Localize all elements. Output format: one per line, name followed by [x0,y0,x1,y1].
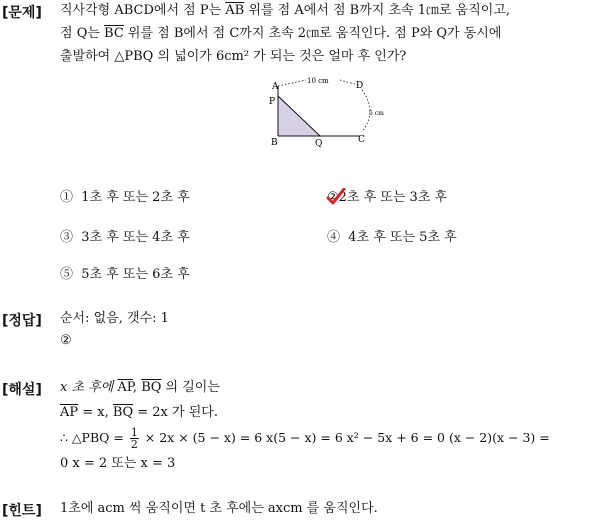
segment-ap: $\overline{AP}$ [60,405,79,420]
choice-2[interactable] [327,186,447,205]
label-q: Q [315,139,323,149]
text: = x, [78,405,113,420]
problem-tag: [문제] [2,5,42,21]
choice-5[interactable] [60,263,190,282]
brace-left [278,80,306,86]
choice-mark: ⑤ [60,267,74,282]
choice-label: 5초 후 또는 6초 후 [81,267,190,282]
text: × 2x × (5 − x) = 6 x(5 − x) = 6 x² − 5x + 6 = 0 (x − 2)(x − 3) = [140,430,550,445]
text: x 초 후에 [60,380,118,395]
choice-label: 2초 후 또는 3초 후 [338,190,448,205]
answer-line-1: 순서: 없음, 갯수: 1 [60,311,169,326]
fraction-numerator: 1 [130,426,138,439]
explanation-line-3 [60,427,550,450]
rectangle-figure [262,74,392,152]
text: , [132,380,142,395]
hint-line: 1초에 acm 씩 움직이면 t 초 후에는 axcm 를 움직인다. [60,501,378,516]
hint-tag: [힌트] [2,503,42,519]
segment-bq: $\overline{BQ}$ [112,405,134,420]
label-d: D [356,81,364,91]
choice-3[interactable] [60,226,190,245]
segment-ab: $\overline{AB}$ [225,3,245,18]
text: 위를 점 A에서 점 B까지 초속 1㎝로 움직이고, [244,3,511,18]
label-b: B [271,138,278,148]
label-c: C [358,135,365,145]
text: = 2x 가 된다. [133,405,218,420]
label-p: P [269,97,276,107]
label-a: A [272,82,279,92]
answer-tag: [정답] [2,313,42,329]
text: 직사각형 ABCD에서 점 P는 [60,3,226,18]
explanation-line-2 [60,404,218,422]
problem-line-2 [60,25,501,43]
text: 점 Q는 [60,26,105,41]
label-top-len: 10 cm [307,77,329,85]
choice-1[interactable] [60,186,190,205]
choice-label: 4초 후 또는 5초 후 [348,230,457,245]
explanation-line-1 [60,379,220,397]
segment-ap: $\overline{AP}$ [117,380,133,395]
answer-line-2: ② [60,333,72,348]
choice-label: 3초 후 또는 4초 후 [81,230,190,245]
text: 위를 점 B에서 점 C까지 초속 2㎝로 움직인다. 점 P와 Q가 동시에 [123,26,502,41]
checkmark-icon [326,188,346,206]
problem-line-1 [60,2,510,20]
explanation-tag: [해설] [2,382,42,398]
choice-mark: ② [327,190,339,205]
label-side-len: 5 cm [369,110,384,117]
text: 의 길이는 [161,380,220,395]
segment-bq: $\overline{BQ}$ [141,380,162,395]
segment-bc: $\overline{BC}$ [104,26,124,41]
text: ∴ △PBQ = [60,430,128,445]
choice-mark: ④ [327,230,341,245]
choice-mark: ① [60,190,74,205]
choice-4[interactable] [327,226,457,245]
problem-line-3: 출발하여 △PBQ 의 넓이가 6cm² 가 되는 것은 얼마 후 인가? [60,49,407,64]
fraction-denominator: 2 [130,438,138,451]
choice-mark: ③ [60,230,74,245]
fraction-half [130,427,139,450]
choice-label: 1초 후 또는 2초 후 [81,190,190,205]
explanation-line-4: 0 x = 2 또는 x = 3 [60,456,176,471]
choice-mark-wrap [327,190,339,205]
